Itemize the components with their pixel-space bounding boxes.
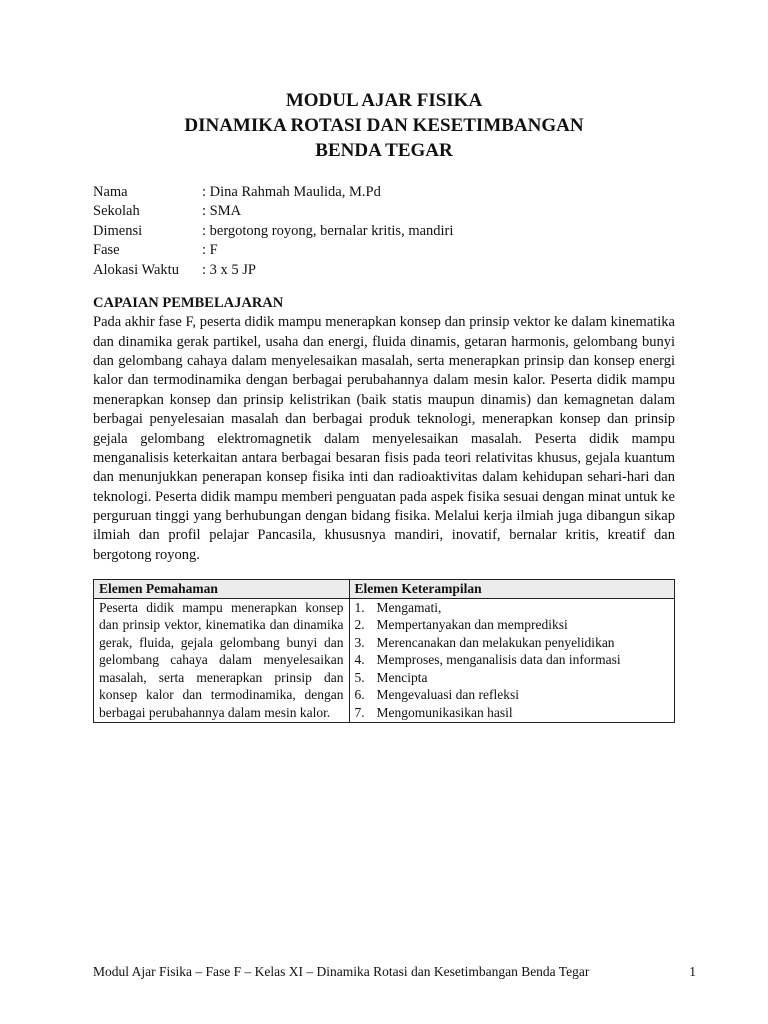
title-line-1: MODUL AJAR FISIKA: [285, 90, 483, 111]
page-footer: [93, 963, 696, 981]
info-row-alokasi-waktu: [93, 261, 675, 280]
header-elemen-pemahaman: Elemen Pemahaman: [94, 579, 350, 598]
table-header-row: [94, 579, 675, 598]
info-label: Alokasi Waktu: [93, 261, 179, 278]
keterampilan-list: [355, 599, 669, 722]
header-elemen-keterampilan: Elemen Keterampilan: [349, 579, 674, 598]
info-value: : SMA: [202, 203, 242, 220]
list-item: [355, 616, 669, 634]
document-page: [93, 88, 675, 723]
list-number: 3.: [354, 634, 365, 650]
list-text: Mengevaluasi dan refleksi: [376, 687, 519, 703]
list-text: Mempertanyakan dan memprediksi: [376, 617, 568, 633]
info-value: : Dina Rahmah Maulida, M.Pd: [202, 184, 381, 200]
info-label: Nama: [93, 184, 128, 200]
list-text: Mencipta: [376, 669, 428, 685]
info-row-sekolah: [93, 202, 675, 221]
list-text: Mengamati,: [376, 599, 442, 615]
list-number: 7.: [354, 705, 365, 721]
pemahaman-cell: Peserta didik mampu menerapkan konsep dan prinsip vektor, kinematika dan dinamika gerak, fluida, gejala gelombang bunyi dan gelombang cahaya dalam menyelesaikan masalah, serta menerapkan prinsip dan konsep kalor dan termodinamika, dengan berbagai perubahannya dalam mesin kalor.: [94, 598, 350, 722]
info-block: [93, 183, 675, 280]
info-label: Sekolah: [93, 203, 140, 220]
capaian-heading: CAPAIAN PEMBELAJARAN: [93, 295, 284, 312]
list-number: 4.: [354, 652, 365, 668]
page-number: 1: [689, 964, 696, 979]
list-item: [355, 686, 669, 704]
footer-text: Modul Ajar Fisika – Fase F – Kelas XI – Dinamika Rotasi dan Kesetimbangan Benda Tegar: [93, 964, 590, 979]
list-item: [355, 669, 669, 687]
list-item: [355, 634, 669, 652]
list-number: 1.: [354, 599, 365, 615]
list-item: [355, 651, 669, 669]
info-row-dimensi: [93, 222, 675, 241]
title-line-3: BENDA TEGAR: [315, 140, 453, 161]
list-number: 5.: [354, 669, 365, 685]
list-text: Merencanakan dan melakukan penyelidikan: [376, 634, 615, 650]
info-label: Dimensi: [93, 222, 143, 239]
table-row: [94, 598, 675, 722]
info-value: : bergotong royong, bernalar kritis, mandiri: [202, 222, 454, 239]
list-item: [355, 704, 669, 722]
info-value: : F: [202, 242, 218, 259]
list-number: 2.: [354, 617, 365, 633]
title-line-2: DINAMIKA ROTASI DAN KESETIMBANGAN: [184, 115, 584, 136]
elemen-table: [93, 579, 675, 723]
list-number: 6.: [354, 687, 365, 703]
document-title: [93, 88, 675, 163]
keterampilan-cell: [349, 598, 674, 722]
info-row-nama: [93, 183, 675, 202]
list-text: Mengomunikasikan hasil: [376, 705, 513, 721]
info-value: : 3 x 5 JP: [202, 261, 256, 278]
list-item: [355, 599, 669, 617]
info-label: Fase: [93, 242, 120, 259]
capaian-paragraph: Pada akhir fase F, peserta didik mampu menerapkan konsep dan prinsip vektor ke dalam kinematika dan dinamika gerak partikel, usaha dan energi, fluida dinamis, getaran harmonis, gelombang bunyi dan gelombang cahaya dalam menyelesaikan masalah, serta menerapkan prinsip dan konsep energi kalor dan termodinamika dengan berbagai perubahannya dalam mesin kalor. Peserta didik mampu menerapkan konsep dan prinsip kelistrikan (baik statis maupun dinamis) dan kemagnetan dalam berbagai penyelesaian masalah dan berbagai produk teknologi, menerapkan konsep dan prinsip gejala gelombang elektromagnetik dalam menyelesaikan masalah. Peserta didik mampu menganalisis keterkaitan antara berbagai besaran fisis pada teori relativitas khusus, gejala kuantum dan menunjukkan penerapan konsep fisika inti dan radioaktivitas dalam kehidupan sehari-hari dan teknologi. Peserta didik mampu memberi penguatan pada aspek fisika sesuai dengan minat untuk ke perguruan tinggi yang berhubungan dengan bidang fisika. Melalui kerja ilmiah juga dibangun sikap ilmiah dan profil pelajar Pancasila, khususnya mandiri, inovatif, bernalar kritis, kreatif dan bergotong royong.: [93, 314, 675, 563]
info-row-fase: [93, 241, 675, 260]
list-text: Memproses, menganalisis data dan informasi: [376, 652, 621, 668]
